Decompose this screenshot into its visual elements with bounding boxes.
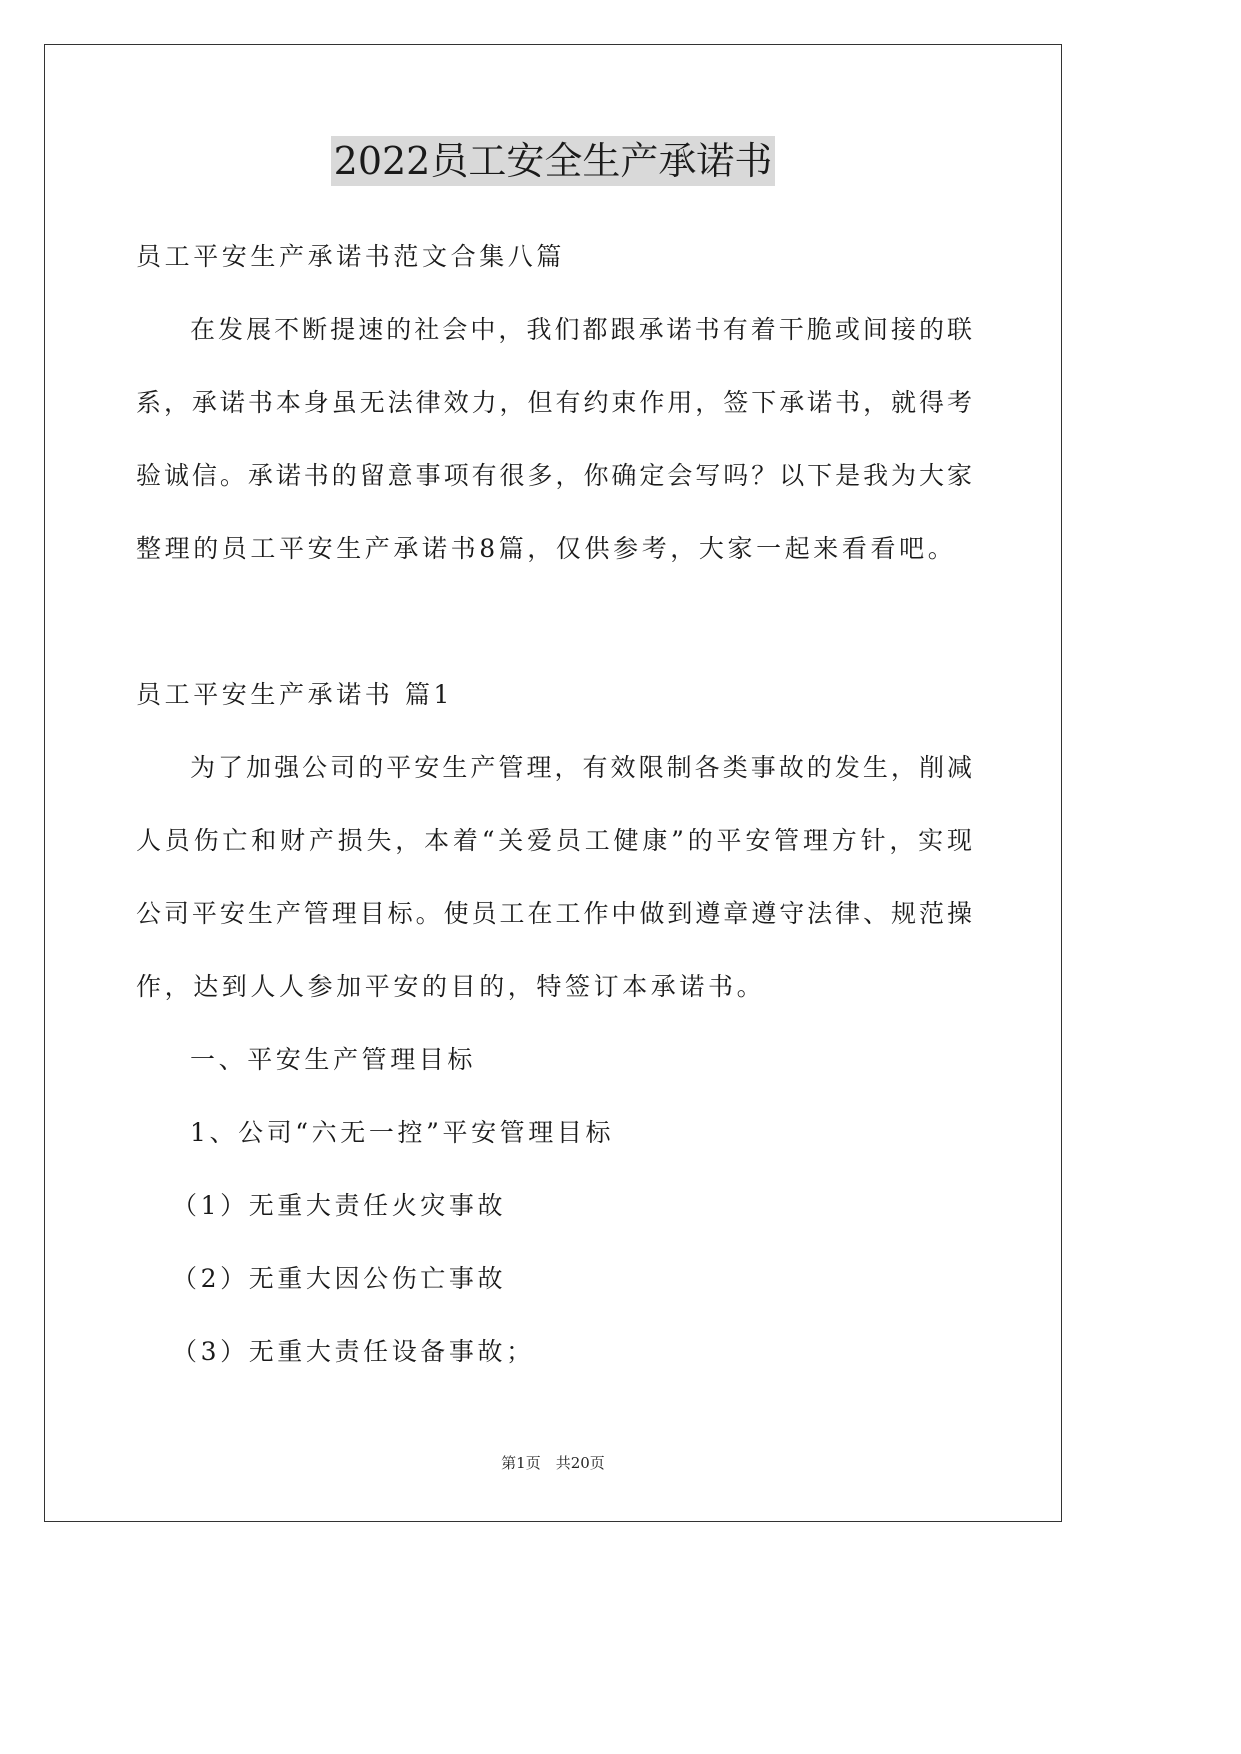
sub-item-1: （1）无重大责任火灾事故 [172,1191,507,1220]
document-title-text: 2022员工安全生产承诺书 [331,136,776,186]
intro-line-4: 整理的员工平安生产承诺书8篇，仅供参考，大家一起来看看吧。 [136,534,957,563]
document-subtitle: 员工平安生产承诺书范文合集八篇 [136,242,566,271]
intro-line-1: 在发展不断提速的社会中，我们都跟承诺书有着干脆或间接的联 [190,315,972,344]
section-line-1: 为了加强公司的平安生产管理，有效限制各类事故的发生，削减 [190,753,972,782]
intro-line-2: 系，承诺书本身虽无法律效力，但有约束作用，签下承诺书，就得考 [136,388,972,417]
intro-line-3: 验诚信。承诺书的留意事项有很多，你确定会写吗？以下是我为大家 [136,461,972,490]
page-footer: 第1页 共20页 [501,1454,605,1472]
section-line-4: 作，达到人人参加平安的目的，特签订本承诺书。 [136,972,766,1001]
heading-one: 一、平安生产管理目标 [190,1045,477,1074]
sub-item-3: （3）无重大责任设备事故； [172,1337,535,1366]
item-one: 1、公司“六无一控”平安管理目标 [190,1118,615,1147]
section-heading: 员工平安生产承诺书 篇1 [136,680,454,709]
section-line-2: 人员伤亡和财产损失，本着“关爱员工健康”的平安管理方针，实现 [136,826,972,855]
section-line-3: 公司平安生产管理目标。使员工在工作中做到遵章遵守法律、规范操 [136,899,972,928]
document-title [0,136,1106,188]
sub-item-2: （2）无重大因公伤亡事故 [172,1264,507,1293]
